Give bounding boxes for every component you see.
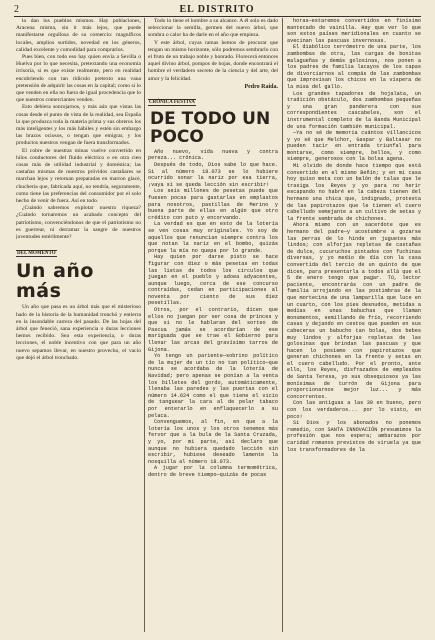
article-signature: Pedro Raida. bbox=[244, 83, 278, 90]
paragraph: Otros, por el contrario, dicen que ellos no juegan por ser cosa de princes y que si no le hablaran del sorteo de Pascua jamás se acordarían de ese mariguada que se trae el Gobierno para llenar las arcas del gravísimo tarros de Gijona. bbox=[148, 307, 278, 353]
paragraph: Ahora mismo con un sacerdote que es hermano del padre—y acostumbre a gozarse las perras de lo hinde en juguetes más lindos; con alforjas repletas de castañas de dulce, cucuruchos pintados con fuchinas diversas, y yo medio de día con la casa convertida del tercio de un quinto de que dicen, para presentarla a todos allá que el 5 de enero tengo que pagar. Tú, lector paciente, encontrarás con un padre de familia arrojando en las postimbras de la que mortecina de una lamparilla que luce en un cuarto, con los pies desnudos, metidas a medias en unas babuchas que llaman monumentos, semillando de frío, recorriendo casas y dejando en cestos que pueden en sus cabeceras un babucho tan bolas, dos bebes muy lindos y alforjas repletas de las golosinas que brindan las pascuas y que hacen lo posiemo con papirotazos que generan chichones en la frente y setas en el cuero cabelludo. Por el pronto, ante ello, los Reyes, disfrazados de empleados de Santa Teresa, yo sus obsequiosos ya las monísimas de turrón de Gijona para proporcionarnos mejor luz... y más concorrentes. bbox=[287, 222, 421, 400]
section-label: DEL MOMENTO bbox=[17, 251, 56, 257]
paragraph: La verdad es que en esto de la lotería se ven cosas muy originales. Yo soy de aquellos que renuncian siempre contra los que notan la nariz en el bombo, quizás porque la mía no quepa por lo grande. bbox=[148, 221, 278, 254]
article-body bbox=[148, 149, 278, 479]
paragraph: Un año que pasa es un árbol más que el misterioso hado de la historia de la humanidad tronchó y entierra en la insondable carrera del pasado. De las hojas del árbol que feneció, sana experiencia o duras lecciones hemos recibido. Sea esta experiencia, o duras lecciones, el noble incentivo con que para un año nuevo sepamos llevar, en nuestro provecho, el vacío que dejó el árbol tronchado. bbox=[16, 304, 141, 361]
paragraph: El cobre de nuestras minas vuelve convertido en hilos conductores del fluído eléctrico o en otra cien cosas más de utilidad industrial y doméstica; las castañas mismas de nuestros próvidos castañares se marchan lejos y retornan preparadas en marron glacé, chucheria que, fabricada aquí, no tendría, seguramente, como tiene las preferencias del consumidor por el solo hecho de venir de fuera. Así en todo. bbox=[16, 147, 141, 205]
column-2 bbox=[148, 18, 278, 632]
paragraph: Si Dios y los abonados no ponemos remedio, con SANTA INNOVACIÓN presumimos la profesión que nos espera; ambarazos por caridad romanos previstos de viruela ya que los transformadores de la bbox=[287, 420, 421, 453]
paragraph: Yo tengo un pariente—sobrino político de la mujer de un tío no tan político—que nunca se acordaba de la lotería de Navidad; pero apenas se ponían a la venta los billetes del gordo, automáticamente, llenaba las paredes y las puertas con el número 14.624 como el que tiene el vicio de tanguear la cara al de pelar tabaco por enterarlo en enflaquecerlo a su pelaca. bbox=[148, 353, 278, 419]
paragraph: Hay quien por darse pisto se hace figurar con diez o más pesetas en todas las listas de todos los circulos que juegan en el pueblo y adoea adyacentes, aunque luego, cerca de ese concurso contraídas, cedan en participaciones al noventa por ciento de sus diez pesetillas. bbox=[148, 254, 278, 307]
article-headline: Un año más bbox=[16, 260, 94, 303]
paragraph: horas—estaremos convertidos en finísimo mantecado de vainilla. Hay que ver lo que son estos países meridionales en cuanto se avecinan las pascuas invernosas. bbox=[287, 18, 421, 44]
paragraph: Pues bien, con todo eso hay quien envía a Sevilla o Huelva por lo que necesita, pretextando una economía irrisoria, si es que existe realmente, pero en realidad encubriendo con tan ridículo pretexto una vana pretensión de adquirir las cosas en la capital; como si lo que venden en ella no fuera de igual procedencia que lo que nuestros comerciantes venden. bbox=[16, 54, 141, 104]
newspaper-title: EL DISTRITO bbox=[179, 3, 255, 15]
paragraph: Los seis millones de pesetas puede que fuesen pocas para gastarlas en emplastos para nosotros, pastillas de Merino y buena parte de ellas en algún que otro crédito con puto y encorvando. bbox=[148, 188, 278, 221]
page-header bbox=[14, 2, 421, 17]
paragraph: A jugar por la columna termométrica, dentro de breve tiempo—quizás de pocas bbox=[148, 465, 278, 478]
paragraph: Después de todo, Dios sabe lo que hace. Si al número 18.073 se lo hubiere ocurrido sonar la nariz por esa tierra, ¡vaya si se queda lección sin escribir! bbox=[148, 162, 278, 188]
column-3 bbox=[287, 18, 421, 632]
article-headline: DE TODO UN POCO bbox=[150, 108, 271, 147]
paragraph: Con las antiguas a las 30 en bueno, pero con los verdaderos... por lo visto, en poco! bbox=[287, 400, 421, 420]
section-label: CRÓNICA FESTIVA bbox=[149, 99, 195, 105]
page-number: 2 bbox=[14, 3, 19, 15]
paragraph: El diabólico terrómetro de una parte, los zambombas de otra, las cargas de bonitas malagueñas y demás golosinas, nos ponen a los padres de familia lacayos de los capas de divorciarnos al compás de las zambombas que improvisan los chicos en la víspera de la misa del gallo. bbox=[287, 44, 421, 90]
paragraph: Y este árbol, cuyas ramas hemos de procurar que tengan un mismo horizonte, sólo podremos sembrarlo con el fruto de un trabajo noble y honrado. Florecerá entonces aquel divino árbol, pompos de hojas, donde encontrará el hombre el verdadero secreto de la ciencia y del arte, del amor y la felicidad. bbox=[148, 39, 278, 82]
paragraph: Año nuevo, vida nueva y contra pereza... crónica. bbox=[148, 148, 278, 162]
paragraph: Los grandes tapadores de hojalata, un tradición obstáculo, dos zambombas pequeñas y una gran panderera con sus correspondientes cascabeles, son el instrumental completo de la Banda Municipal de una formación también municipal. bbox=[287, 90, 421, 130]
paragraph: Mi olvido de donde hace tiempo que está convertido en el mismo Beñín; y en mi casa hoy quiso meta con un balón de talas que le trasiga los Reyes y yo para no herir escapando no habré en la cabeza tienen del hermano una chica que, indignado, protesta de las papirotazos que le tienen el cuero cabelludo semejante a un cultivo de setas y la frente sembrada de chichones. bbox=[287, 163, 421, 222]
paragraph: Esto debiera sonrojarnos, y más aún que vistas las cosas desde el punto de vista de la realidad, sea España la que produzca toda la materia prima y sus obreros los más inteligentes y los más hábiles y estén sin embargo las brazos ociosos, o tengan que emigrar, y los productos nuestros vengan de fuera transformados. bbox=[16, 104, 141, 147]
column-divider bbox=[282, 18, 283, 632]
paragraph: Todo lo tiene el hombre a su alcance. A él solo es dado seleccionar la semilla, germen del nuevo árbol, que sombra o calor ha de darle en el año que empieza. bbox=[148, 18, 278, 39]
column-divider bbox=[144, 18, 145, 632]
paragraph: lo dan los pueblos mismos. Hay poblaciones, Aracena misma, sin ir más lejos, que puede manifestarse orgullosa de su comercio: magníficos locales, amplios surtidos, novedad en los géneros, calidad excelente y comodidad para comprarlos. bbox=[16, 18, 141, 53]
paragraph: ¿Cuándo sabremos explotar nuestra riqueza? ¿Cuándo tornaremos un acabado concepto del patriotismo, convenciéndonos de que el patriotismo no es guerrear, ni derramar la sangre de nuestros juventudes estérilmente? bbox=[16, 205, 141, 241]
column-1 bbox=[16, 18, 141, 632]
paragraph: —Ya no sé de memoria cuántos villancicos y yo sé que Melchor, Gaspar y Baltasar no pueden tacir en entrada triunfal para montarse, como siempre, bellos, y como siempre, generosos con la bolsa agena. bbox=[287, 130, 421, 163]
paragraph: Convenguemos, al fin, en que a la lotería los unos y los otros tenemos más fervor que a la bula de la Santa Cruzada, y yo, por mi parte, así declaro que aunque no hubiera quedado lección sin escribir, hubiese deseado lamente la nosquilla al número 18.073. bbox=[148, 419, 278, 465]
